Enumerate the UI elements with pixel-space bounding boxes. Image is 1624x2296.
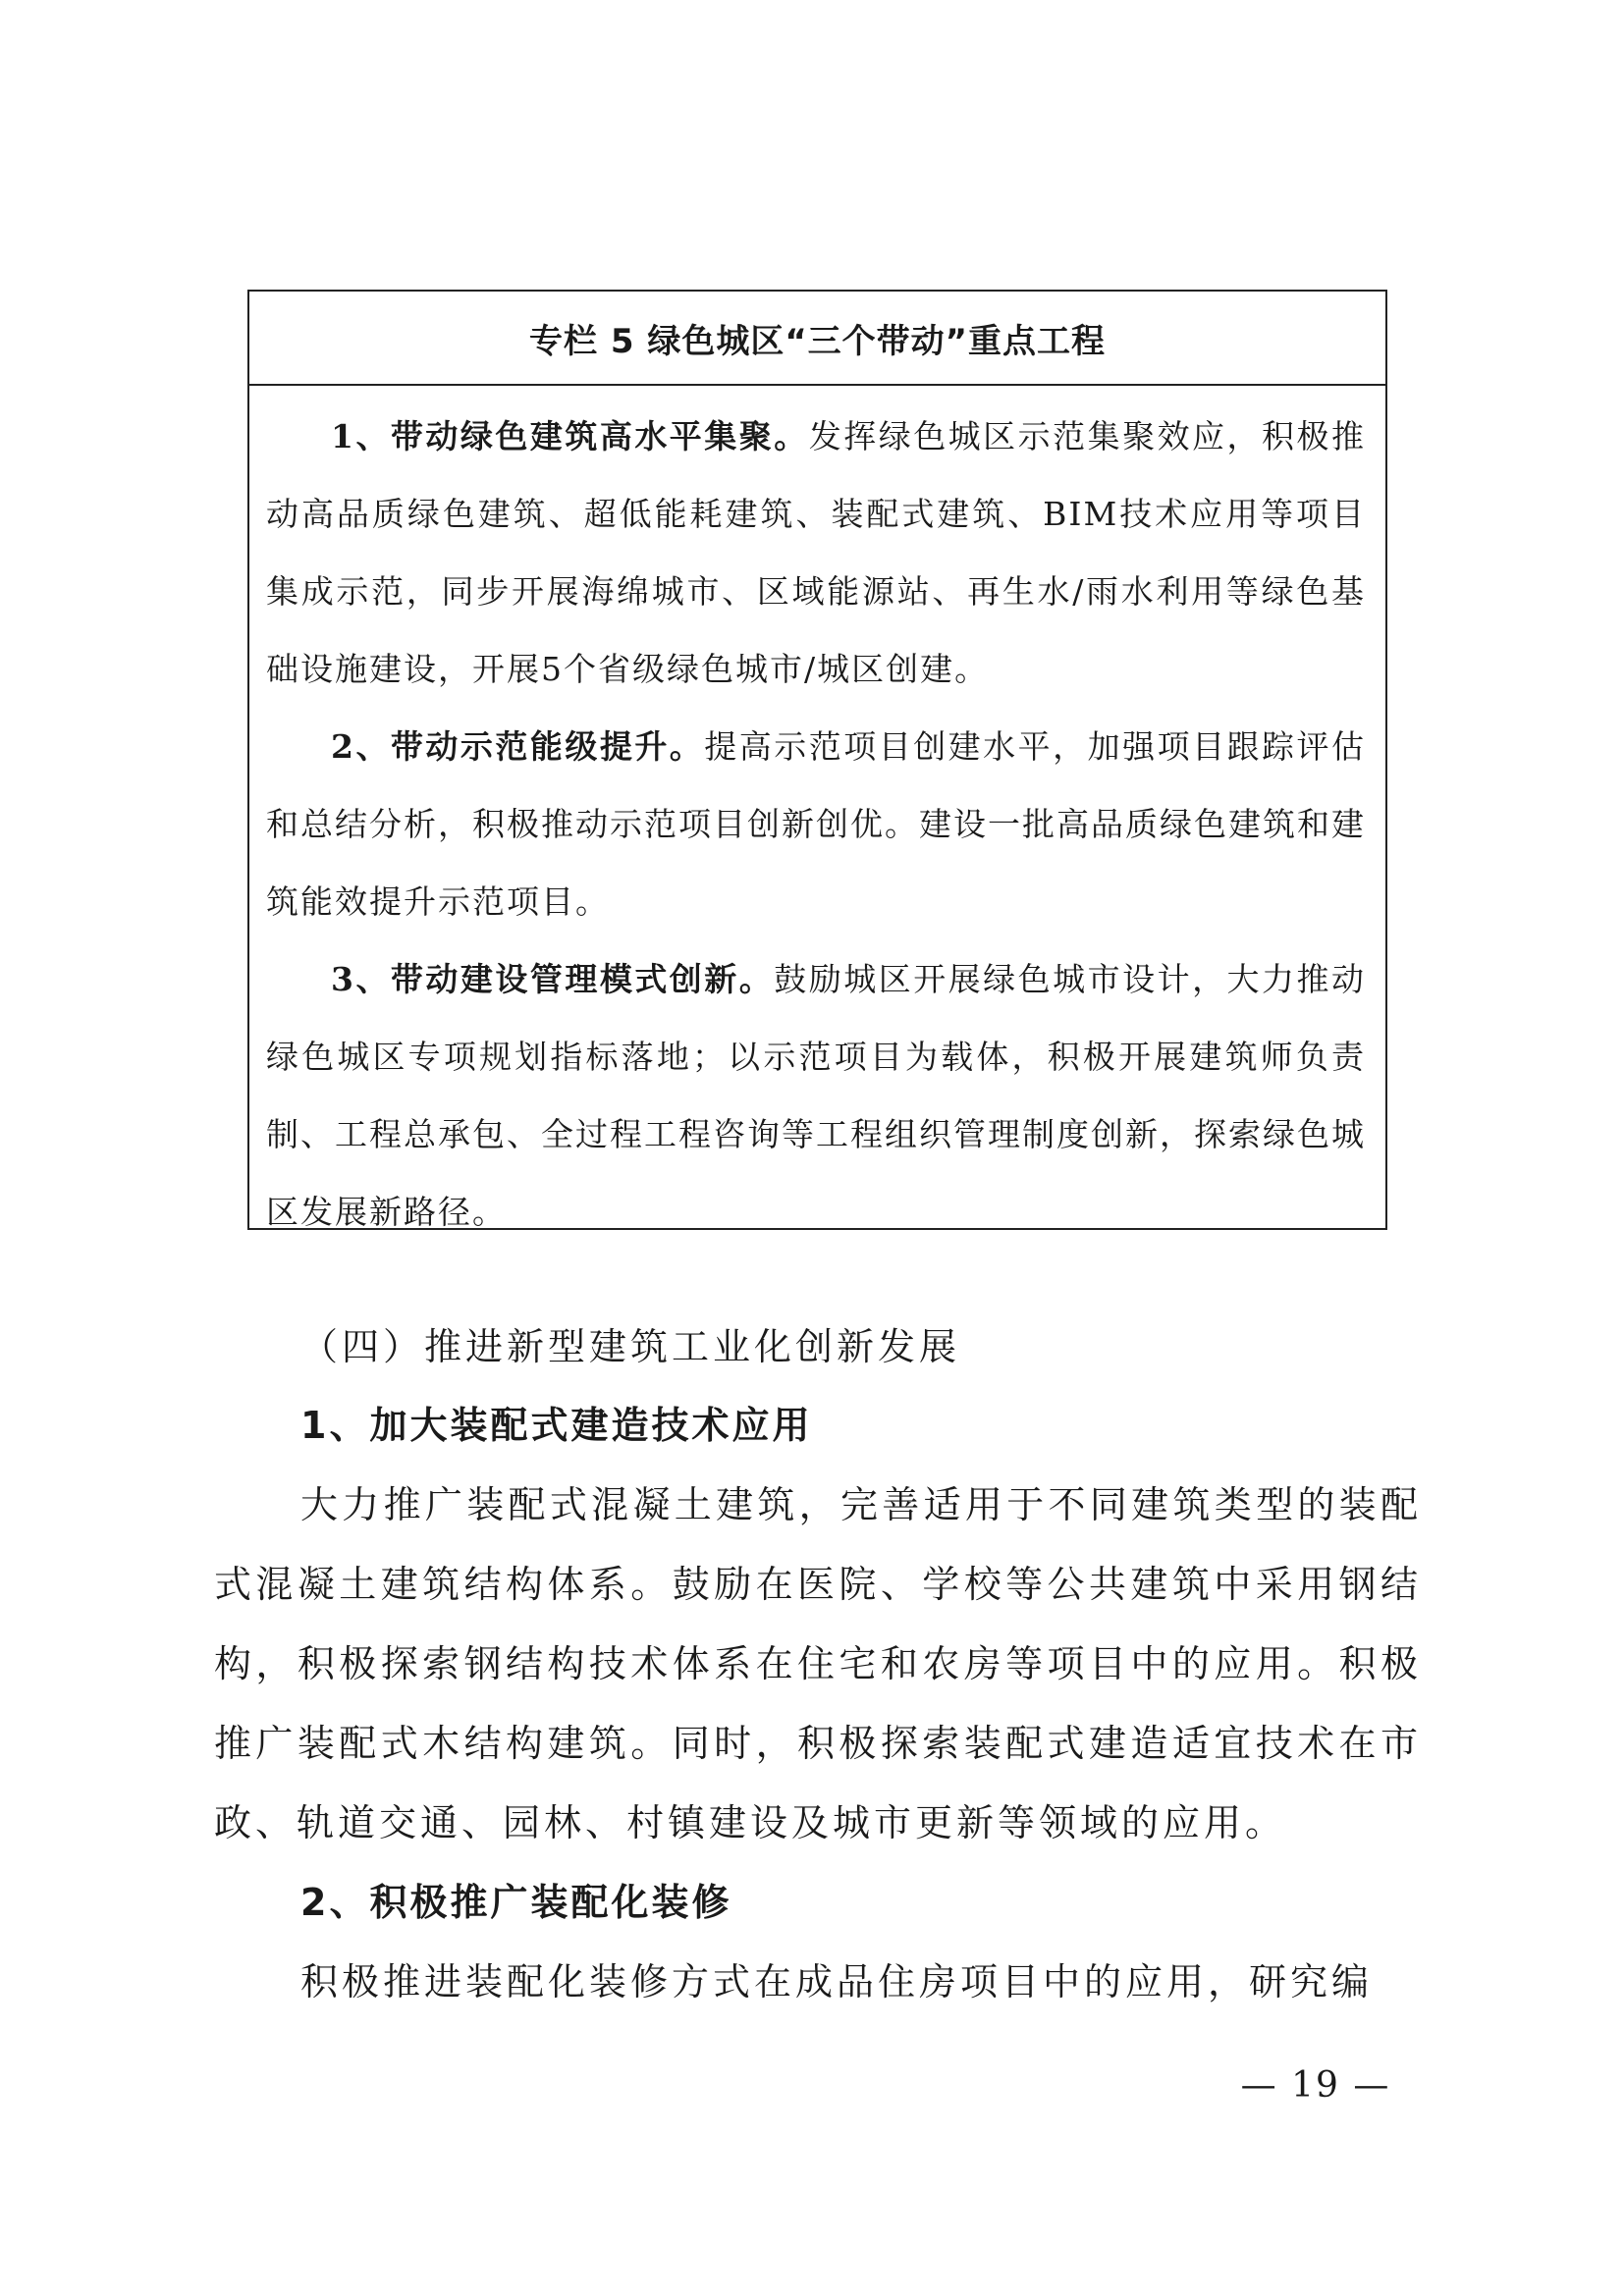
box-paragraph-3-lead: 3、带动建设管理模式创新。 (331, 960, 775, 998)
section-four (214, 1308, 1422, 2022)
page-number: — 19 — (1240, 2065, 1391, 2106)
box-paragraph-3 (266, 940, 1366, 1251)
subsection-2-heading: 2、积极推广装配化装修 (300, 1881, 732, 1924)
box-paragraph-2-lead: 2、带动示范能级提升。 (331, 727, 705, 766)
special-column-body (249, 386, 1385, 1251)
subsection-1-heading: 1、加大装配式建造技术应用 (300, 1404, 813, 1447)
section-heading: （四）推进新型建筑工业化创新发展 (300, 1325, 961, 1368)
box-paragraph-1-lead: 1、带动绿色建筑高水平集聚。 (331, 417, 809, 455)
box-paragraph-2 (266, 708, 1366, 940)
subsection-2-text: 积极推进装配化装修方式在成品住房项目中的应用，研究编 (300, 1960, 1374, 2003)
box-paragraph-2-text: 提高示范项目创建水平，加强项目跟踪评估和总结分析，积极推动示范项目创新创优。建设一批高品质绿色建筑和建筑能效提升示范项目。 (266, 727, 1367, 921)
box-paragraph-1-text: 发挥绿色城区示范集聚效应，积极推动高品质绿色建筑、超低能耗建筑、装配式建筑、BIM技术应用等项目集成示范，同步开展海绵城市、区域能源站、再生水/雨水利用等绿色基础设施建设，开展5个省级绿色城市/城区创建。 (266, 417, 1367, 688)
box-paragraph-3-text: 鼓励城区开展绿色城市设计，大力推动绿色城区专项规划指标落地；以示范项目为载体，积极开展建筑师负责制、工程总承包、全过程工程咨询等工程组织管理制度创新，探索绿色城区发展新路径。 (266, 960, 1367, 1231)
special-column-box (247, 290, 1387, 1230)
special-column-title: 专栏 5 绿色城区“三个带动”重点工程 (249, 292, 1385, 386)
subsection-1-text: 大力推广装配式混凝土建筑，完善适用于不同建筑类型的装配式混凝土建筑结构体系。鼓励在医院、学校等公共建筑中采用钢结构，积极探索钢结构技术体系在住宅和农房等项目中的应用。积极推广装配式木结构建筑。同时，积极探索装配式建造适宜技术在市政、轨道交通、园林、村镇建设及城市更新等领域的应用。 (214, 1483, 1422, 1844)
box-paragraph-1 (266, 398, 1366, 708)
